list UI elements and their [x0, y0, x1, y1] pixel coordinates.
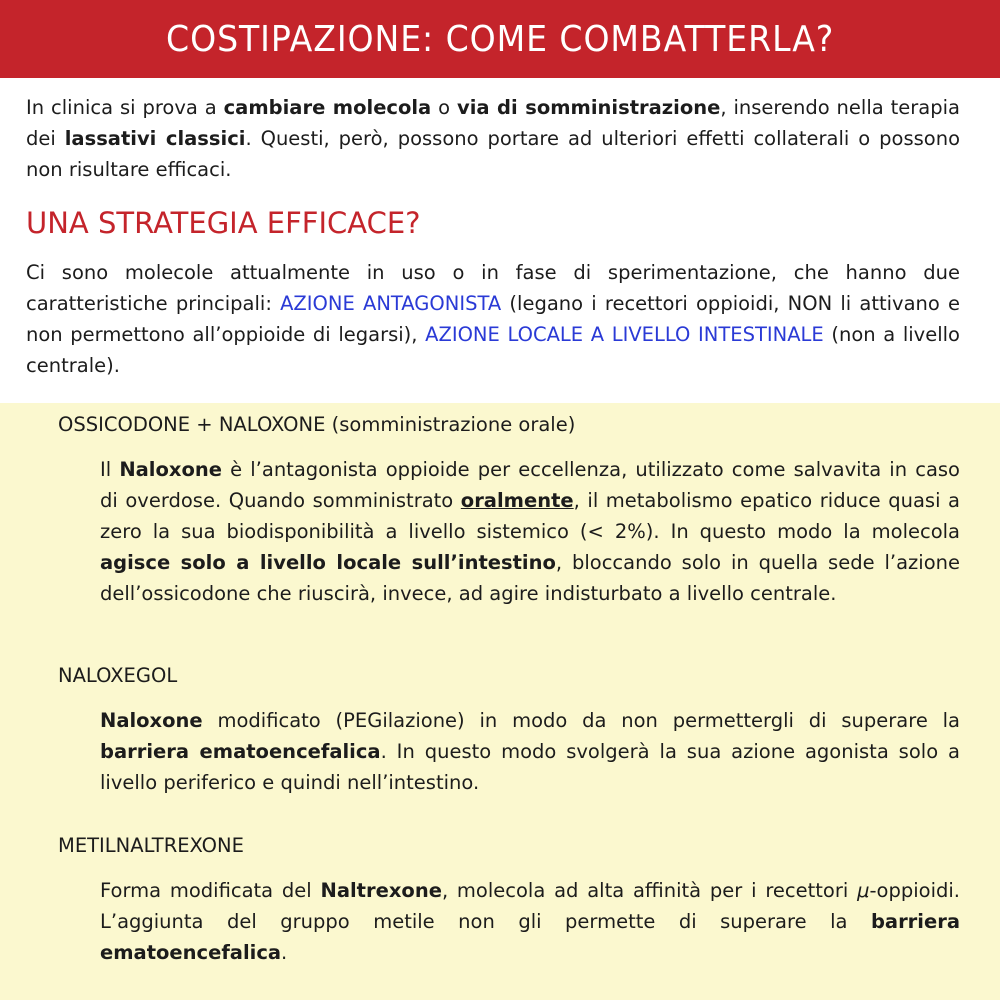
strategy-heading: UNA STRATEGIA EFFICACE? [26, 206, 421, 240]
intro-text: , inserendo nella terapia dei [26, 96, 960, 150]
intro-paragraph [26, 92, 960, 185]
drug-body-metilnaltrexone [100, 875, 960, 968]
strategy-text: Ci sono molecole attualmente in uso o in fase di sperimentazione, che hanno due caratteristiche principali: [26, 261, 960, 315]
drug-bold: agisce solo a livello locale sull’intestino [100, 551, 556, 574]
strategy-text: (legano i recettori oppioidi, NON li attivano e non permettono all’oppioide di legarsi), [26, 292, 960, 346]
drug-bold: barriera ematoencefalica [100, 910, 960, 964]
drug-text: modificato (PEGilazione) in modo da non permettergli di superare la [202, 709, 960, 732]
drug-text: , molecola ad alta affinità per i recettori [441, 879, 858, 902]
drug-route: (somministrazione orale) [325, 413, 576, 436]
drug-title-oxycodone-naloxone [58, 413, 575, 436]
drug-bold: barriera ematoencefalica [100, 740, 381, 763]
drug-body-oxycodone-naloxone [100, 454, 960, 609]
drug-bold-underlined: oralmente [460, 489, 574, 512]
drug-text: . In questo modo svolgerà la sua azione agonista solo a livello periferico e quindi nell’intestino. [100, 740, 960, 794]
intro-bold: lassativi classici [64, 127, 246, 150]
intro-bold: cambiare molecola [223, 96, 432, 119]
intro-text: . Questi, però, possono portare ad ulteriori effetti collaterali o possono non risultare efficaci. [26, 127, 960, 181]
drug-text: Forma modificata del [100, 879, 321, 902]
mu-symbol: μ [857, 879, 870, 902]
drug-text: Il [100, 458, 120, 481]
page-title: COSTIPAZIONE: COME COMBATTERLA? [165, 18, 835, 60]
strategy-highlight: AZIONE ANTAGONISTA [280, 292, 502, 315]
drug-text: -oppioidi. L’aggiunta del gruppo metile non gli permette di superare la [100, 879, 960, 933]
drug-title-naloxegol: NALOXEGOL [58, 664, 178, 687]
drug-bold: Naloxone [100, 709, 203, 732]
drug-body-naloxegol [100, 705, 960, 798]
header-banner [0, 0, 1000, 78]
strategy-highlight: AZIONE LOCALE A LIVELLO INTESTINALE [425, 323, 824, 346]
drug-name: OSSICODONE [58, 413, 191, 436]
drug-plus: + [190, 413, 219, 436]
intro-text: In clinica si prova a [26, 96, 224, 119]
drug-name: NALOXONE [218, 413, 326, 436]
drug-text: , bloccando solo in quella sede l’azione dell’ossicodone che riuscirà, invece, ad agire indisturbato a livello centrale. [100, 551, 960, 605]
strategy-paragraph [26, 257, 960, 381]
intro-text: o [431, 96, 457, 119]
drug-text: . [281, 941, 288, 964]
intro-bold: via di somministrazione [457, 96, 721, 119]
drug-title-metilnaltrexone: METILNALTREXONE [58, 834, 244, 857]
drug-bold: Naloxone [119, 458, 222, 481]
drug-text: è l’antagonista oppioide per eccellenza, utilizzato come salvavita in caso di overdose. Quando somministrato [100, 458, 960, 512]
drug-bold: Naltrexone [320, 879, 442, 902]
strategy-text: (non a livello centrale). [26, 323, 960, 377]
drug-text: , il metabolismo epatico riduce quasi a zero la sua biodisponibilità a livello sistemico (< 2%). In questo modo la molecola [100, 489, 960, 543]
